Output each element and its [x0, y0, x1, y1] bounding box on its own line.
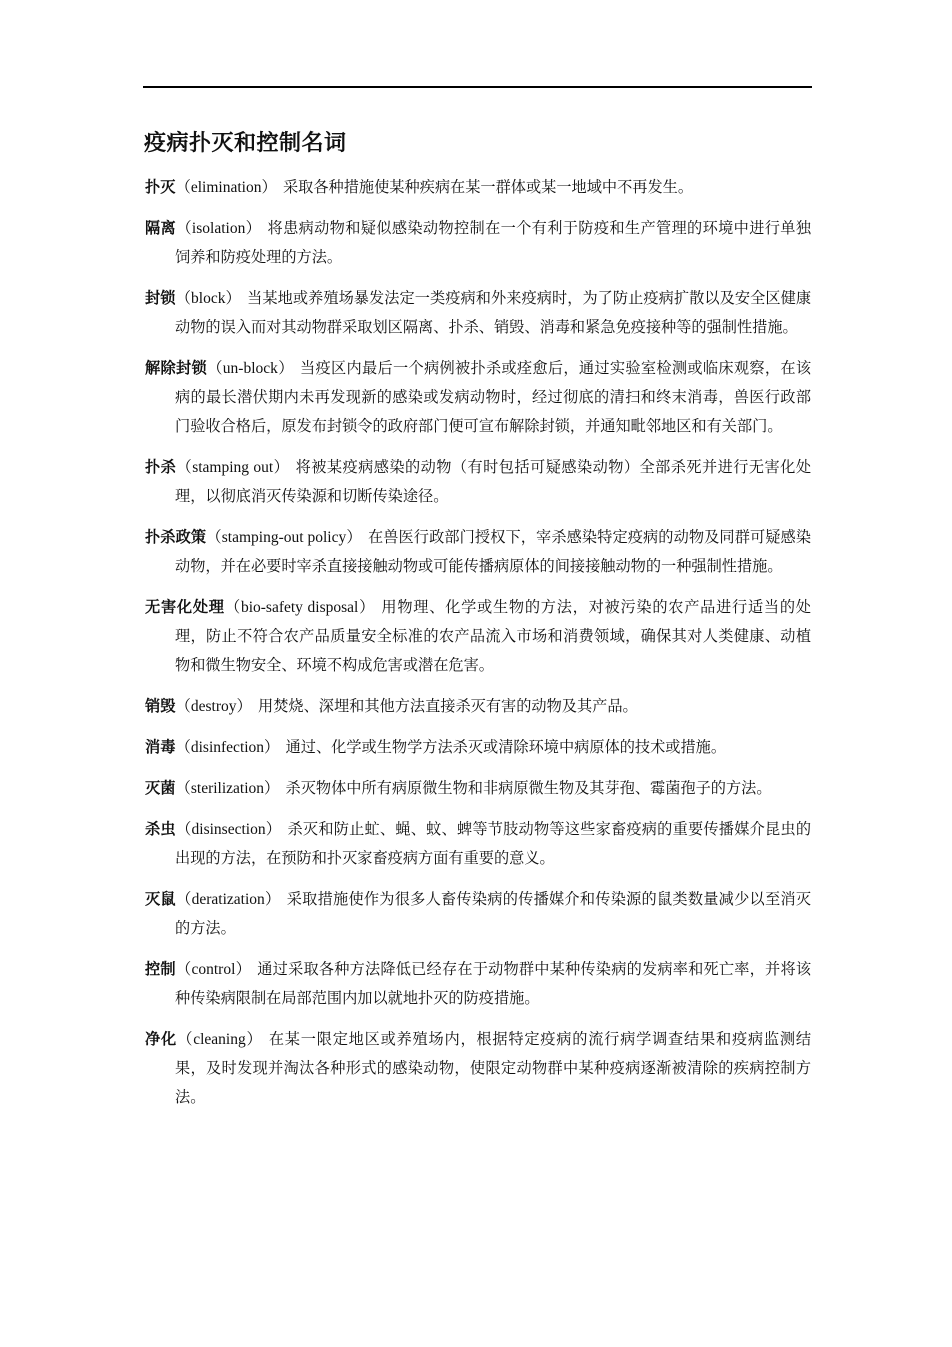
- entry-definition: 采取措施使作为很多人畜传染病的传播媒介和传染源的鼠类数量减少以至消灭的方法。: [175, 890, 812, 937]
- glossary-list: [145, 173, 811, 1124]
- entry-term: 控制: [145, 960, 176, 978]
- entry-definition: 将患病动物和疑似感染动物控制在一个有利于防疫和生产管理的环境中进行单独饲养和防疫处理的方法。: [175, 219, 812, 266]
- entry-term: 灭鼠: [145, 890, 176, 908]
- glossary-entry-destroy: [145, 692, 811, 721]
- glossary-entry-sterilization: [145, 774, 811, 803]
- entry-english: （bio-safety disposal）: [224, 599, 376, 616]
- header-rule: [143, 86, 812, 88]
- entry-english: （deratization）: [175, 891, 281, 908]
- entry-english: （isolation）: [176, 220, 262, 237]
- entry-definition: 在兽医行政部门授权下，宰杀感染特定疫病的动物及同群可疑感染动物，并在必要时宰杀直接接触动物或可能传播病原体的间接接触动物的一种强制性措施。: [175, 528, 812, 575]
- entry-term: 灭菌: [145, 779, 176, 797]
- entry-english: （destroy）: [175, 698, 253, 715]
- entry-english: （disinsection）: [175, 821, 282, 838]
- entry-english: （control）: [175, 961, 252, 978]
- entry-english: （cleaning）: [176, 1031, 263, 1048]
- entry-definition: 采取各种措施使某种疾病在某一群体或某一地域中不再发生。: [282, 178, 694, 196]
- entry-definition: 当某地或养殖场暴发法定一类疫病和外来疫病时，为了防止疫病扩散以及安全区健康动物的误入而对其动物群采取划区隔离、扑杀、销毁、消毒和紧急免疫接种等的强制性措施。: [175, 289, 812, 336]
- entry-term: 扑灭: [145, 178, 176, 196]
- entry-term: 销毁: [145, 697, 176, 715]
- entry-english: （block）: [175, 290, 242, 307]
- entry-definition: 杀灭和防止虻、蝇、蚊、蜱等节肢动物等这些家畜疫病的重要传播媒介昆虫的出现的方法，在预防和扑灭家畜疫病方面有重要的意义。: [175, 820, 812, 867]
- glossary-entry-control: [145, 955, 811, 1013]
- glossary-entry-stamping-out: [145, 453, 811, 511]
- glossary-entry-isolation: [145, 214, 811, 272]
- entry-english: （stamping out）: [176, 459, 290, 476]
- entry-definition: 杀灭物体中所有病原微生物和非病原微生物及其芽孢、霉菌孢子的方法。: [285, 779, 772, 797]
- entry-definition: 通过、化学或生物学方法杀灭或清除环境中病原体的技术或措施。: [285, 738, 726, 756]
- entry-english: （elimination）: [175, 179, 277, 196]
- entry-definition: 在某一限定地区或养殖场内，根据特定疫病的流行病学调查结果和疫病监测结果，及时发现并淘汰各种形式的感染动物，使限定动物群中某种疫病逐渐被清除的疾病控制方法。: [175, 1030, 812, 1106]
- glossary-entry-block: [145, 284, 811, 342]
- entry-term: 净化: [145, 1030, 177, 1048]
- entry-term: 无害化处理: [145, 598, 225, 616]
- entry-term: 解除封锁: [145, 359, 207, 377]
- entry-definition: 当疫区内最后一个病例被扑杀或痊愈后，通过实验室检测或临床观察，在该病的最长潜伏期内未再发现新的感染或发病动物时，经过彻底的清扫和终末消毒，兽医行政部门验收合格后，原发布封锁令的政府部门便可宣布解除封锁，并通知毗邻地区和有关部门。: [175, 359, 812, 435]
- glossary-entry-disinfection: [145, 733, 811, 762]
- entry-english: （un-block）: [206, 360, 295, 377]
- glossary-entry-deratization: [145, 885, 811, 943]
- glossary-entry-disinsection: [145, 815, 811, 873]
- entry-term: 扑杀政策: [145, 528, 207, 546]
- entry-term: 隔离: [145, 219, 177, 237]
- entry-definition: 将被某疫病感染的动物（有时包括可疑感染动物）全部杀死并进行无害化处理，以彻底消灭传染源和切断传染途径。: [175, 458, 811, 505]
- glossary-entry-cleaning: [145, 1025, 811, 1112]
- glossary-entry-un-block: [145, 354, 811, 441]
- entry-term: 消毒: [145, 738, 176, 756]
- entry-english: （disinfection）: [175, 739, 280, 756]
- entry-term: 扑杀: [145, 458, 177, 476]
- glossary-entry-bio-safety-disposal: [145, 593, 811, 680]
- page-title: 疫病扑灭和控制名词: [144, 131, 347, 156]
- entry-definition: 用焚烧、深埋和其他方法直接杀灭有害的动物及其产品。: [258, 697, 638, 715]
- entry-english: （sterilization）: [175, 780, 280, 797]
- glossary-entry-stamping-out-policy: [145, 523, 811, 581]
- entry-term: 杀虫: [145, 820, 176, 838]
- entry-english: （stamping-out policy）: [206, 529, 362, 546]
- entry-definition: 用物理、化学或生物的方法，对被污染的农产品进行适当的处理，防止不符合农产品质量安全标准的农产品流入市场和消费领域，确保其对人类健康、动植物和微生物安全、环境不构成危害或潜在危害。: [175, 598, 811, 674]
- entry-term: 封锁: [145, 289, 176, 307]
- glossary-entry-elimination: [145, 173, 811, 202]
- entry-definition: 通过采取各种方法降低已经存在于动物群中某种传染病的发病率和死亡率，并将该种传染病限制在局部范围内加以就地扑灭的防疫措施。: [175, 960, 812, 1007]
